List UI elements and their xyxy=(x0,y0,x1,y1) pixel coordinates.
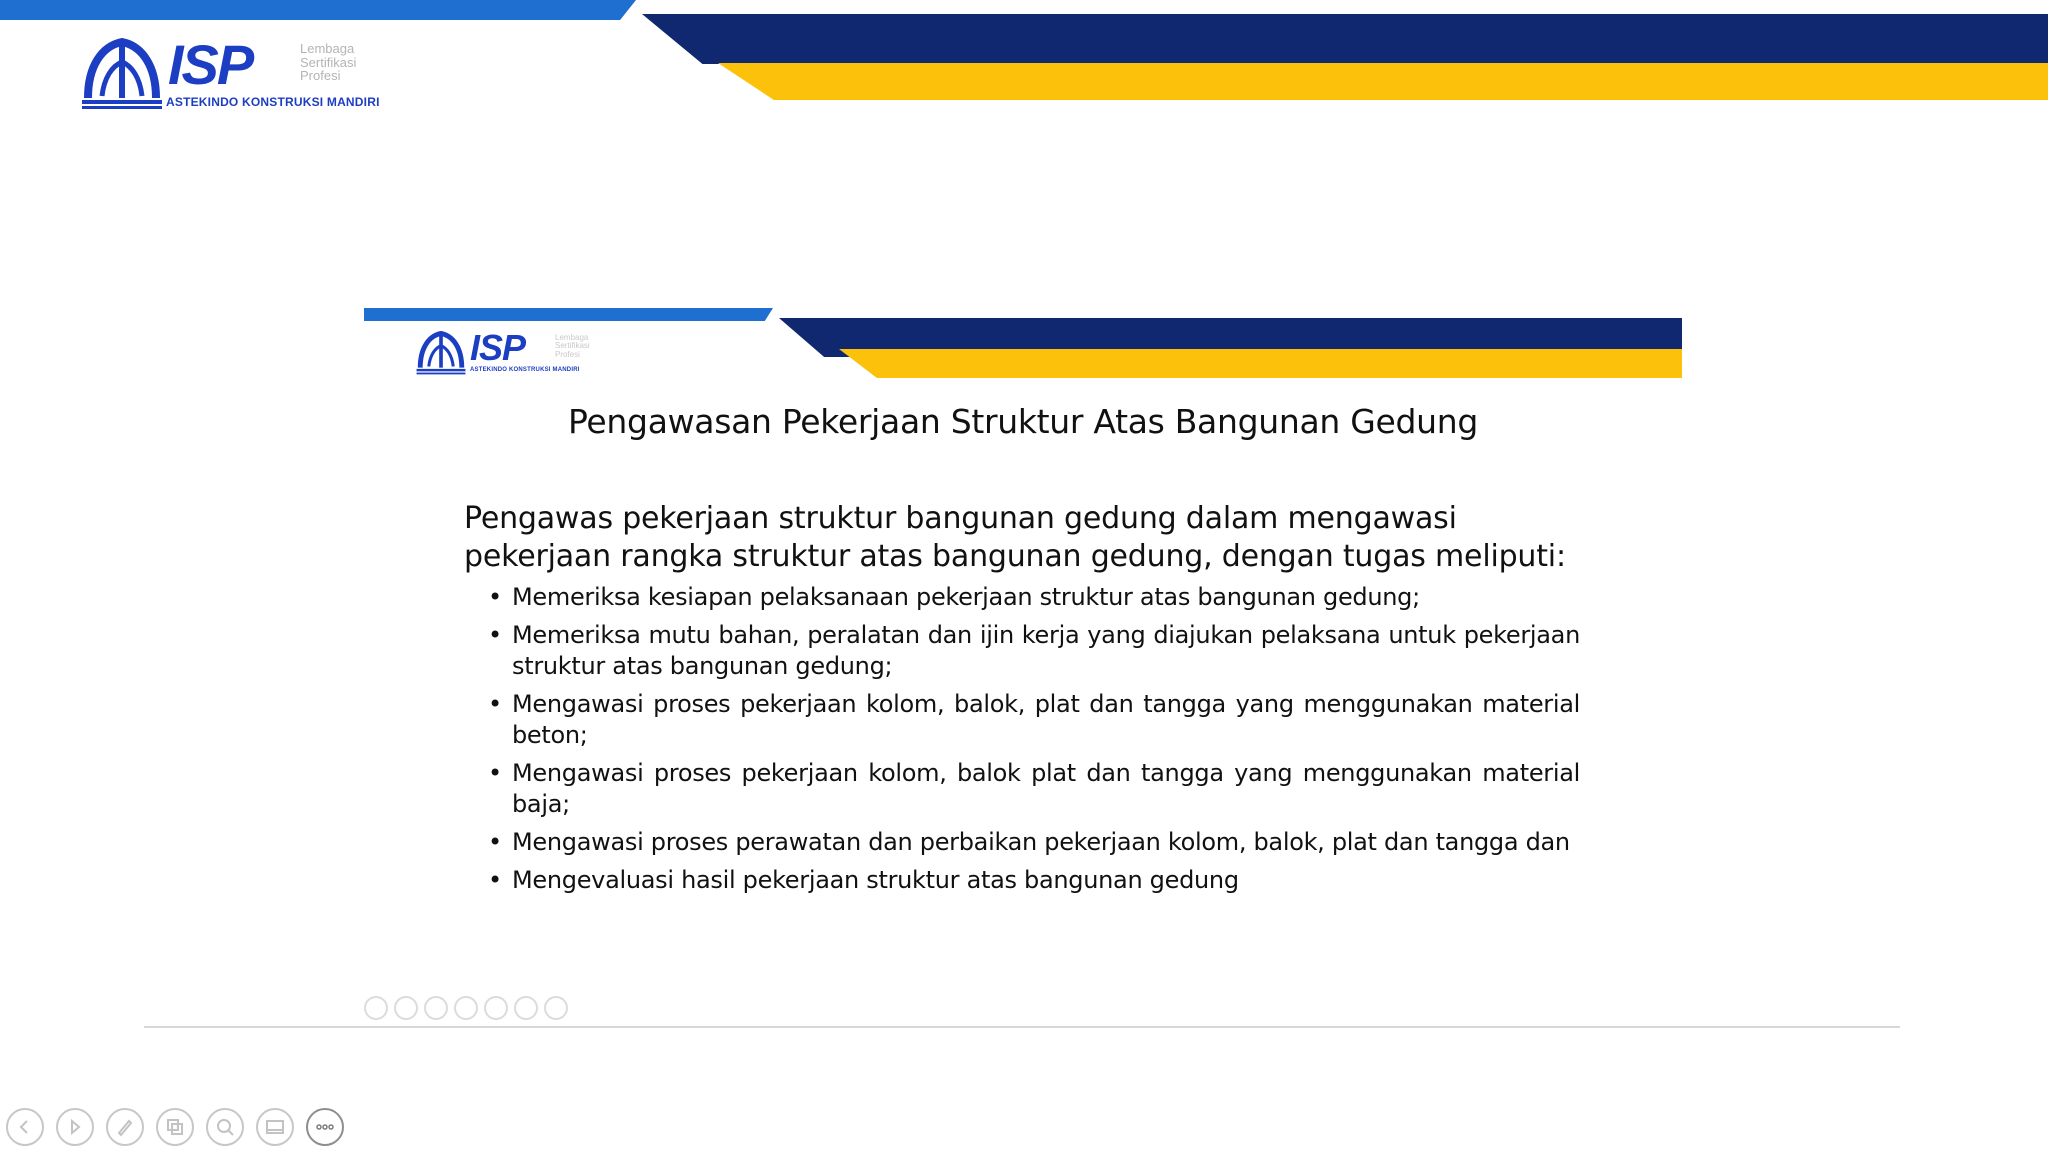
more-icon xyxy=(314,1116,336,1138)
list-item: • Memeriksa mutu bahan, peralatan dan ijin kerja yang diajukan pelaksana untuk pekerjaan struktur atas bangunan gedung; xyxy=(512,620,1580,682)
zoom-button[interactable] xyxy=(206,1108,244,1146)
next-button[interactable] xyxy=(56,1108,94,1146)
slide-title: Pengawasan Pekerjaan Struktur Atas Bangunan Gedung xyxy=(568,402,1478,441)
faded-next-icon xyxy=(394,996,418,1020)
screen-icon xyxy=(264,1116,286,1138)
copy-icon xyxy=(164,1116,186,1138)
arch-logo-icon xyxy=(82,38,162,110)
slide-logo-letters: ISP xyxy=(470,327,526,368)
faded-pen-icon xyxy=(424,996,448,1020)
isp-logo xyxy=(82,33,380,112)
slide-logo-tagline: Lembaga Sertifikasi Profesi xyxy=(555,333,590,359)
list-item: • Mengawasi proses pekerjaan kolom, balok plat dan tangga yang menggunakan material baja; xyxy=(512,758,1580,820)
slide-band-yellow xyxy=(839,349,1682,378)
previous-icon xyxy=(14,1116,36,1138)
slide-logo-org-name: ASTEKINDO KONSTRUKSI MANDIRI xyxy=(470,367,580,373)
more-button[interactable] xyxy=(306,1108,344,1146)
slide-isp-logo xyxy=(416,327,606,377)
divider xyxy=(144,1026,1900,1028)
faded-more-icon xyxy=(544,996,568,1020)
pen-button[interactable] xyxy=(106,1108,144,1146)
faded-screen-icon xyxy=(514,996,538,1020)
header-band-navy xyxy=(642,14,2048,64)
list-item: • Mengevaluasi hasil pekerjaan struktur atas bangunan gedung xyxy=(512,865,1580,896)
header-band-yellow xyxy=(718,63,2048,100)
previous-button[interactable] xyxy=(6,1108,44,1146)
task-list xyxy=(512,582,1580,903)
screen-button[interactable] xyxy=(256,1108,294,1146)
faded-zoom-icon xyxy=(484,996,508,1020)
faded-slide-toolbar xyxy=(364,996,568,1020)
pen-icon xyxy=(114,1116,136,1138)
logo-org-name: ASTEKINDO KONSTRUKSI MANDIRI xyxy=(166,95,380,109)
slide-arch-logo-icon xyxy=(416,331,466,375)
logo-tagline: Lembaga Sertifikasi Profesi xyxy=(300,41,357,84)
copy-button[interactable] xyxy=(156,1108,194,1146)
slide-intro: Pengawas pekerjaan struktur bangunan gedung dalam mengawasi pekerjaan rangka struktur atas bangunan gedung, dengan tugas meliputi: xyxy=(464,501,1566,574)
list-item: • Mengawasi proses perawatan dan perbaikan pekerjaan kolom, balok, plat dan tangga dan xyxy=(512,827,1580,858)
zoom-icon xyxy=(214,1116,236,1138)
logo-letters: ISP xyxy=(168,33,253,96)
viewer-toolbar xyxy=(6,1108,344,1146)
slide-band-light-blue xyxy=(364,308,773,321)
slide-content xyxy=(364,308,1682,1008)
faded-copy-icon xyxy=(454,996,478,1020)
header-band-light-blue xyxy=(0,0,636,20)
faded-previous-icon xyxy=(364,996,388,1020)
list-item: • Mengawasi proses pekerjaan kolom, balok, plat dan tangga yang menggunakan material beton; xyxy=(512,689,1580,751)
next-icon xyxy=(64,1116,86,1138)
list-item: • Memeriksa kesiapan pelaksanaan pekerjaan struktur atas bangunan gedung; xyxy=(512,582,1580,613)
